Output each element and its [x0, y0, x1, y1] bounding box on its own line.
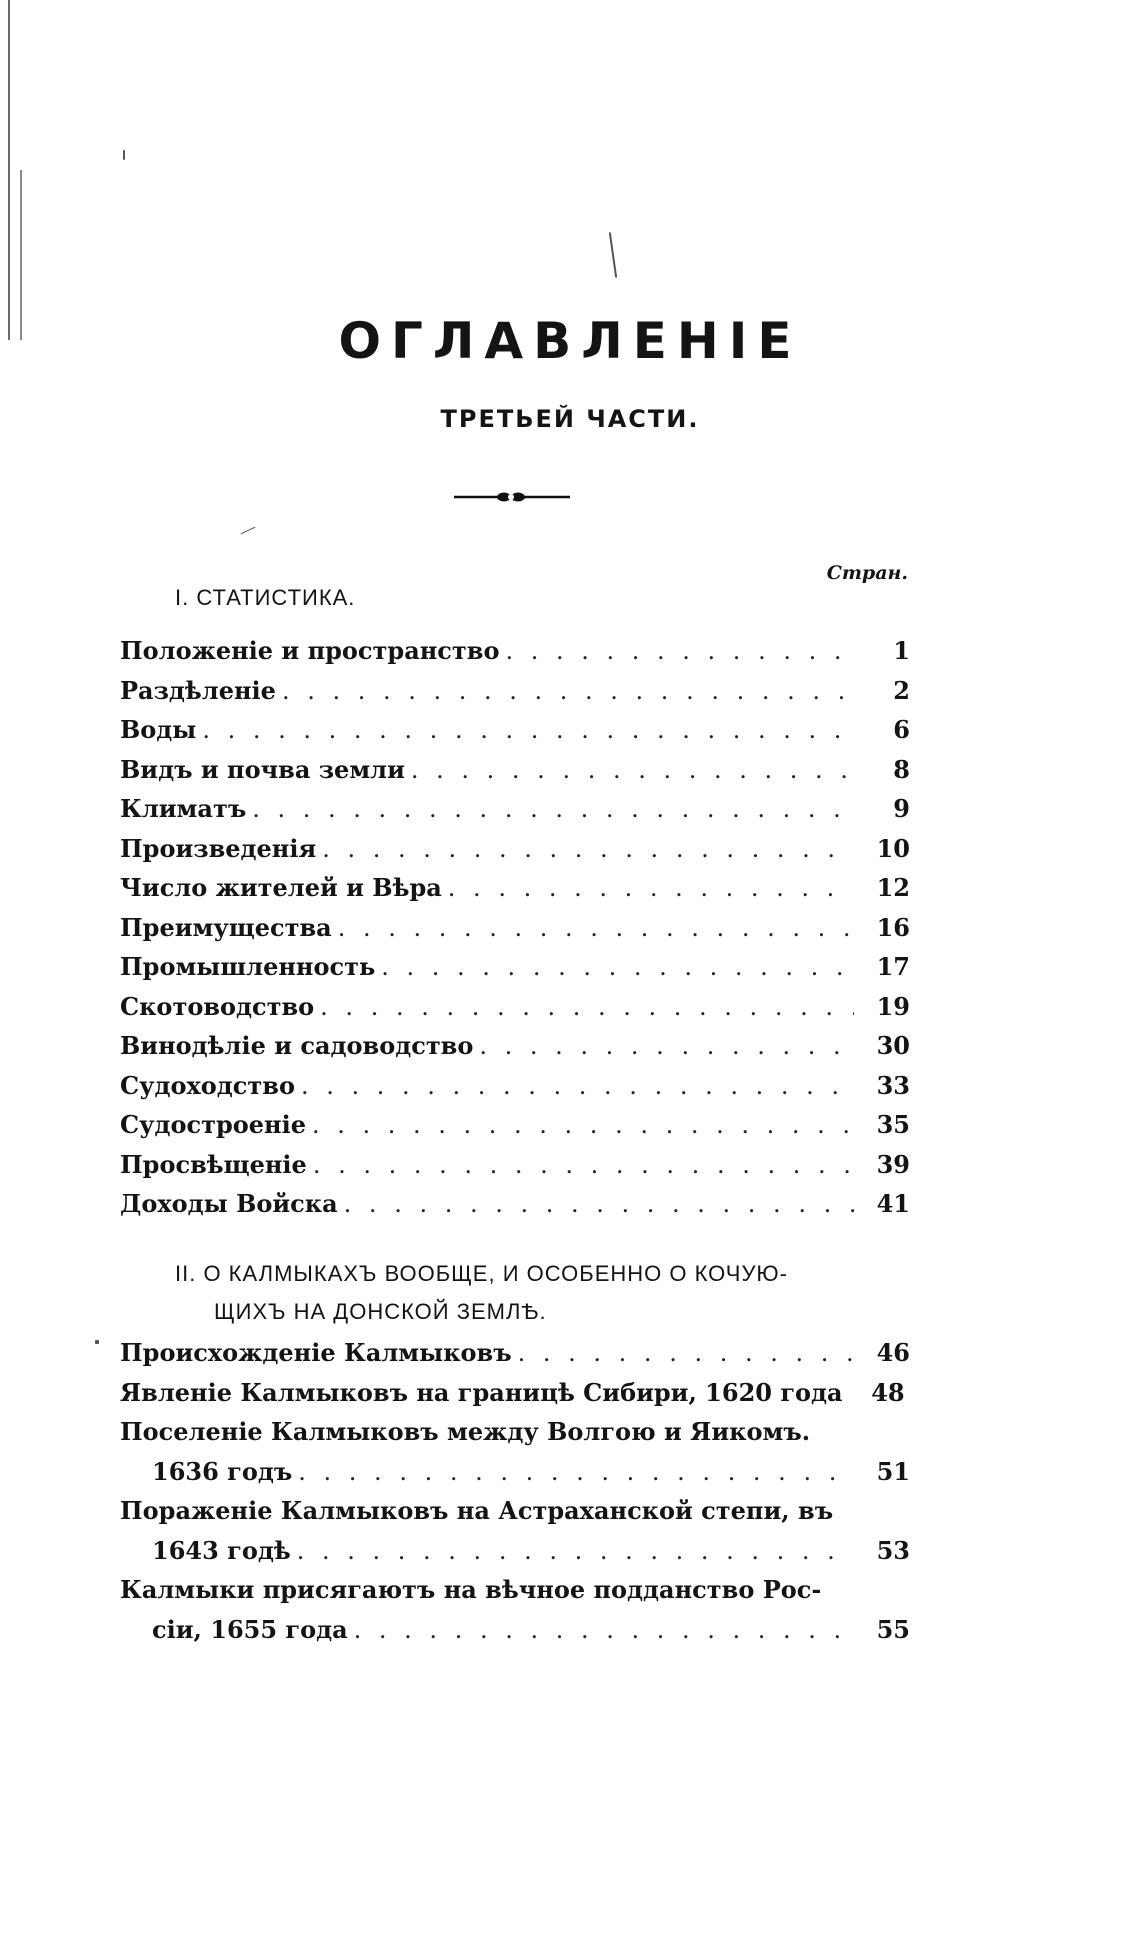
page-subtitle: ТРЕТЬЕЙ ЧАСТИ.: [440, 405, 700, 433]
section-heading-statistics: I. СТАТИСТИКА.: [175, 585, 356, 610]
page-number: 9: [893, 794, 910, 823]
page-number: 55: [876, 1614, 910, 1644]
toc-entry: Судостроеніе . . . 35: [120, 1110, 910, 1150]
toc-entry: Видъ и почва земли . . . 8: [120, 755, 910, 795]
ink-speck: [123, 150, 125, 160]
page-number: 12: [876, 873, 910, 902]
toc-section-2: [120, 1338, 910, 1654]
page-number: 35: [876, 1110, 910, 1139]
page-edge-line: [8, 0, 10, 340]
page-column-header: Стран.: [826, 562, 908, 584]
toc-entry-line1: Поселеніе Калмыковъ между Волгою и Яикомъ.: [120, 1417, 811, 1446]
page-number: 46: [876, 1338, 910, 1367]
page-number: 1: [893, 636, 910, 665]
page-number: 2: [893, 675, 910, 705]
toc-entry: Число жителей и Вѣра . . . 12: [120, 873, 910, 913]
toc-entry: Преимущества . . . 16: [120, 913, 910, 953]
toc-entry: Происхожденіе Калмыковъ . . . 46: [120, 1338, 910, 1378]
page-number: 53: [876, 1535, 910, 1565]
ink-speck: [609, 232, 617, 278]
toc-entry: Винодѣліе и садоводство . . . 30: [120, 1031, 910, 1071]
toc-entry: 1636 годъ . . . 51: [120, 1457, 910, 1497]
toc-entry: Доходы Войска . . . 41: [120, 1189, 910, 1229]
page-number: 17: [876, 952, 910, 981]
page-number: 33: [876, 1070, 910, 1100]
page-number: 30: [876, 1031, 910, 1060]
section-heading-line: II. О КАЛМЫКАХЪ ВООБЩЕ, И ОСОБЕННО О КОЧУЮ-: [175, 1261, 788, 1286]
section-heading-line: ЩИХЪ НА ДОНСКОЙ ЗЕМЛѢ.: [214, 1299, 547, 1324]
ink-speck: [241, 527, 256, 535]
toc-entry: Положеніе и пространство . . . 1: [120, 636, 910, 676]
page-number: 41: [876, 1189, 910, 1218]
page-number: 10: [876, 833, 910, 863]
page-number: 6: [893, 715, 910, 744]
page-number: 8: [893, 754, 910, 784]
toc-entry: Воды . . . 6: [120, 715, 910, 755]
toc-entry: Климатъ . . . 9: [120, 794, 910, 834]
toc-entry: 1643 годѣ . . . 53: [120, 1536, 910, 1576]
toc-entry: Явленіе Калмыковъ на границѣ Сибири, 1620 года 48: [120, 1377, 905, 1407]
toc-entry: Раздѣленіе . . . 2: [120, 676, 910, 716]
toc-entry-line1: Калмыки присягаютъ на вѣчное подданство Рос-: [120, 1575, 822, 1604]
toc-entry-line1: Пораженіе Калмыковъ на Астраханской степи, въ: [120, 1496, 834, 1525]
page-number: 19: [876, 991, 910, 1021]
page-number: 48: [871, 1377, 905, 1407]
page-number: 16: [876, 912, 910, 942]
ornament-divider-icon: [452, 486, 572, 508]
toc-entry: сіи, 1655 года . . . 55: [120, 1615, 910, 1655]
toc-entry: Судоходство . . . 33: [120, 1071, 910, 1111]
toc-entry: Произведенія . . . 10: [120, 834, 910, 874]
section-heading-kalmyks: [175, 1255, 915, 1331]
toc-entry: Просвѣщеніе . . . 39: [120, 1150, 910, 1190]
ink-speck: [95, 1340, 99, 1344]
page-number: 51: [876, 1456, 910, 1486]
page-title: ОГЛАВЛЕНІЕ: [338, 312, 802, 370]
page-number: 39: [876, 1149, 910, 1179]
toc-entry: Скотоводство . . . 19: [120, 992, 910, 1032]
toc-entry: Промышленность . . . 17: [120, 952, 910, 992]
toc-section-1: [120, 636, 910, 1229]
